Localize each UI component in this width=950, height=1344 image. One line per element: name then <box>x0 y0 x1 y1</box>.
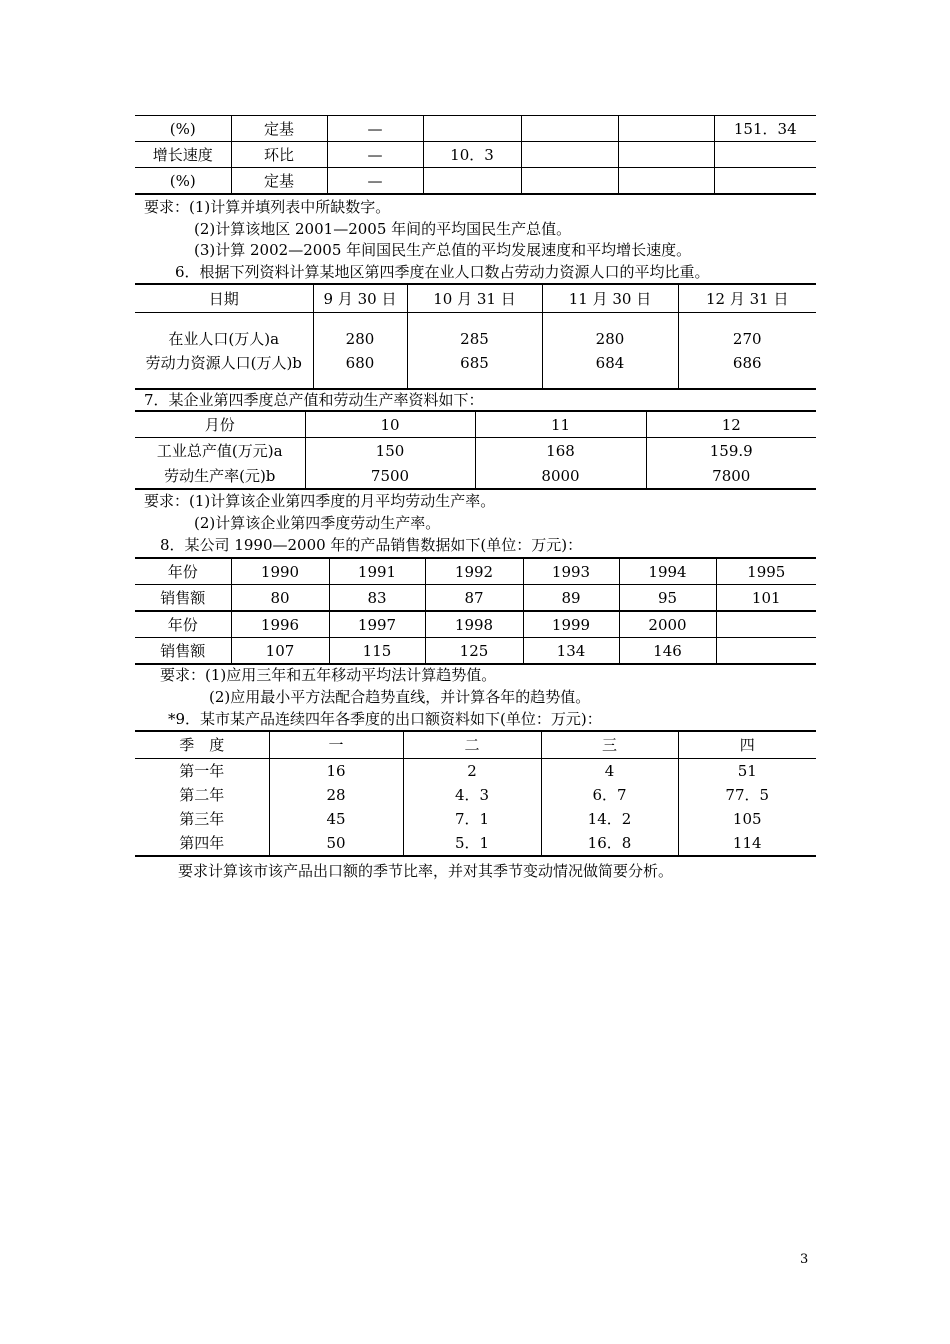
table-cell: 7800 <box>646 463 816 489</box>
table-cell: 83 <box>329 585 425 612</box>
table-cell: 95 <box>619 585 716 612</box>
requirement-line: 要求：(1)计算并填列表中所缺数字。 <box>144 198 391 216</box>
table-cell <box>714 142 816 168</box>
table-cell <box>678 313 816 390</box>
table-cell: 28 <box>269 783 403 807</box>
table-cell: 114 <box>678 831 816 856</box>
table-cell: — <box>327 116 423 142</box>
table-cell <box>716 638 816 665</box>
column-header: 季 度 <box>135 731 269 759</box>
row-label: 在业人口(万人)a <box>168 329 280 348</box>
column-header: 四 <box>678 731 816 759</box>
column-header: 二 <box>403 731 541 759</box>
page-number: 3 <box>800 1252 809 1267</box>
column-header: 9 月 30 日 <box>313 284 407 313</box>
table-cell: 50 <box>269 831 403 856</box>
row-label: 销售额 <box>135 638 231 665</box>
table-cell: 6．7 <box>541 783 678 807</box>
growth-speed-table <box>135 115 816 195</box>
value: 280 <box>595 329 625 348</box>
table-header-row <box>135 411 816 438</box>
table-header-row <box>135 284 816 313</box>
requirement-line: 要求：(1)计算该企业第四季度的月平均劳动生产率。 <box>144 492 496 510</box>
table-cell: 125 <box>425 638 523 665</box>
column-header: 三 <box>541 731 678 759</box>
table-cell: 150 <box>305 438 475 464</box>
table-cell: 1998 <box>425 611 523 638</box>
requirement-line: 要求：(1)应用三年和五年移动平均法计算趋势值。 <box>160 666 497 684</box>
table-cell: 101 <box>716 585 816 612</box>
row-label-cell <box>135 313 313 390</box>
table-cell: 1997 <box>329 611 425 638</box>
table-cell <box>716 611 816 638</box>
table-cell: 107 <box>231 638 329 665</box>
table-cell: 增长速度 <box>135 142 231 168</box>
table-row <box>135 585 816 612</box>
table-cell: 168 <box>475 438 646 464</box>
table-cell: 115 <box>329 638 425 665</box>
table-cell <box>521 168 618 195</box>
table-row <box>135 463 816 489</box>
table-row <box>135 807 816 831</box>
table-row <box>135 313 816 390</box>
question-title: 7．某企业第四季度总产值和劳动生产率资料如下： <box>144 391 484 409</box>
table-cell: (%) <box>135 116 231 142</box>
table-cell <box>714 168 816 195</box>
value: 685 <box>460 353 489 372</box>
row-label: 工业总产值(万元)a <box>135 438 305 464</box>
row-label: 年份 <box>135 558 231 585</box>
table-row <box>135 611 816 638</box>
table-cell: 1993 <box>523 558 619 585</box>
table-cell: 1996 <box>231 611 329 638</box>
requirement-line: (2)计算该地区 2001—2005 年间的平均国民生产总值。 <box>194 220 572 238</box>
table-header-row <box>135 731 816 759</box>
question-title: *9．某市某产品连续四年各季度的出口额资料如下(单位：万元)： <box>168 710 602 728</box>
export-table <box>135 730 816 857</box>
requirement-line: (3)计算 2002—2005 年间国民生产总值的平均发展速度和平均增长速度。 <box>194 241 692 259</box>
table-cell <box>423 116 521 142</box>
table-cell: 14．2 <box>541 807 678 831</box>
column-header: 11 月 30 日 <box>542 284 678 313</box>
sales-table <box>135 557 816 665</box>
table-row <box>135 168 816 195</box>
table-cell: 7500 <box>305 463 475 489</box>
row-label: 劳动生产率(元)b <box>135 463 305 489</box>
row-label: 第四年 <box>135 831 269 856</box>
table-cell: 159.9 <box>646 438 816 464</box>
row-label: 年份 <box>135 611 231 638</box>
table-cell: 45 <box>269 807 403 831</box>
table-cell <box>542 313 678 390</box>
row-label: 第二年 <box>135 783 269 807</box>
table-cell: 134 <box>523 638 619 665</box>
column-header: 11 <box>475 411 646 438</box>
table-cell: 151．34 <box>714 116 816 142</box>
table-row <box>135 558 816 585</box>
table-cell: — <box>327 168 423 195</box>
table-cell: 5．1 <box>403 831 541 856</box>
table-cell: 77．5 <box>678 783 816 807</box>
table-cell: 10．3 <box>423 142 521 168</box>
column-header: 月份 <box>135 411 305 438</box>
table-cell: 16．8 <box>541 831 678 856</box>
table-cell: 1992 <box>425 558 523 585</box>
table-cell <box>618 142 714 168</box>
productivity-table <box>135 410 816 490</box>
column-header: 日期 <box>135 284 313 313</box>
table-cell: 146 <box>619 638 716 665</box>
column-header: 10 月 31 日 <box>407 284 542 313</box>
table-cell: 7．1 <box>403 807 541 831</box>
table-cell: — <box>327 142 423 168</box>
requirement-line: 要求计算该市该产品出口额的季节比率，并对其季节变动情况做简要分析。 <box>178 862 674 880</box>
table-cell <box>313 313 407 390</box>
table-cell: 89 <box>523 585 619 612</box>
row-label: 第一年 <box>135 759 269 784</box>
table-cell <box>407 313 542 390</box>
table-cell: 87 <box>425 585 523 612</box>
table-cell: 4．3 <box>403 783 541 807</box>
table-cell <box>521 142 618 168</box>
table-cell <box>618 168 714 195</box>
table-row <box>135 116 816 142</box>
question-title: 8．某公司 1990—2000 年的产品销售数据如下(单位：万元)： <box>160 536 583 554</box>
table-row <box>135 783 816 807</box>
row-label: 第三年 <box>135 807 269 831</box>
table-cell: (%) <box>135 168 231 195</box>
column-header: 12 月 31 日 <box>678 284 816 313</box>
employment-table <box>135 283 816 390</box>
table-cell: 2000 <box>619 611 716 638</box>
table-cell: 105 <box>678 807 816 831</box>
table-cell: 环比 <box>231 142 327 168</box>
value: 680 <box>345 353 375 372</box>
table-cell: 8000 <box>475 463 646 489</box>
table-row <box>135 438 816 464</box>
table-cell: 80 <box>231 585 329 612</box>
value: 684 <box>595 353 625 372</box>
requirement-line: (2)应用最小平方法配合趋势直线，并计算各年的趋势值。 <box>209 688 591 706</box>
question-title: 6．根据下列资料计算某地区第四季度在业人口数占劳动力资源人口的平均比重。 <box>175 263 710 281</box>
column-header: 12 <box>646 411 816 438</box>
table-cell: 51 <box>678 759 816 784</box>
table-cell: 定基 <box>231 116 327 142</box>
table-cell: 2 <box>403 759 541 784</box>
table-row <box>135 759 816 784</box>
table-cell <box>423 168 521 195</box>
table-row <box>135 142 816 168</box>
table-row <box>135 831 816 856</box>
table-cell: 定基 <box>231 168 327 195</box>
value: 280 <box>345 329 375 348</box>
table-row <box>135 638 816 665</box>
table-cell <box>521 116 618 142</box>
table-cell <box>618 116 714 142</box>
requirement-line: (2)计算该企业第四季度劳动生产率。 <box>194 514 441 532</box>
row-label: 劳动力资源人口(万人)b <box>145 353 302 372</box>
value: 270 <box>732 329 762 348</box>
value: 686 <box>732 353 762 372</box>
table-cell: 1995 <box>716 558 816 585</box>
row-label: 销售额 <box>135 585 231 612</box>
table-cell: 1990 <box>231 558 329 585</box>
table-cell: 16 <box>269 759 403 784</box>
column-header: 一 <box>269 731 403 759</box>
column-header: 10 <box>305 411 475 438</box>
table-cell: 1999 <box>523 611 619 638</box>
table-cell: 4 <box>541 759 678 784</box>
table-cell: 1991 <box>329 558 425 585</box>
value: 285 <box>460 329 489 348</box>
table-cell: 1994 <box>619 558 716 585</box>
